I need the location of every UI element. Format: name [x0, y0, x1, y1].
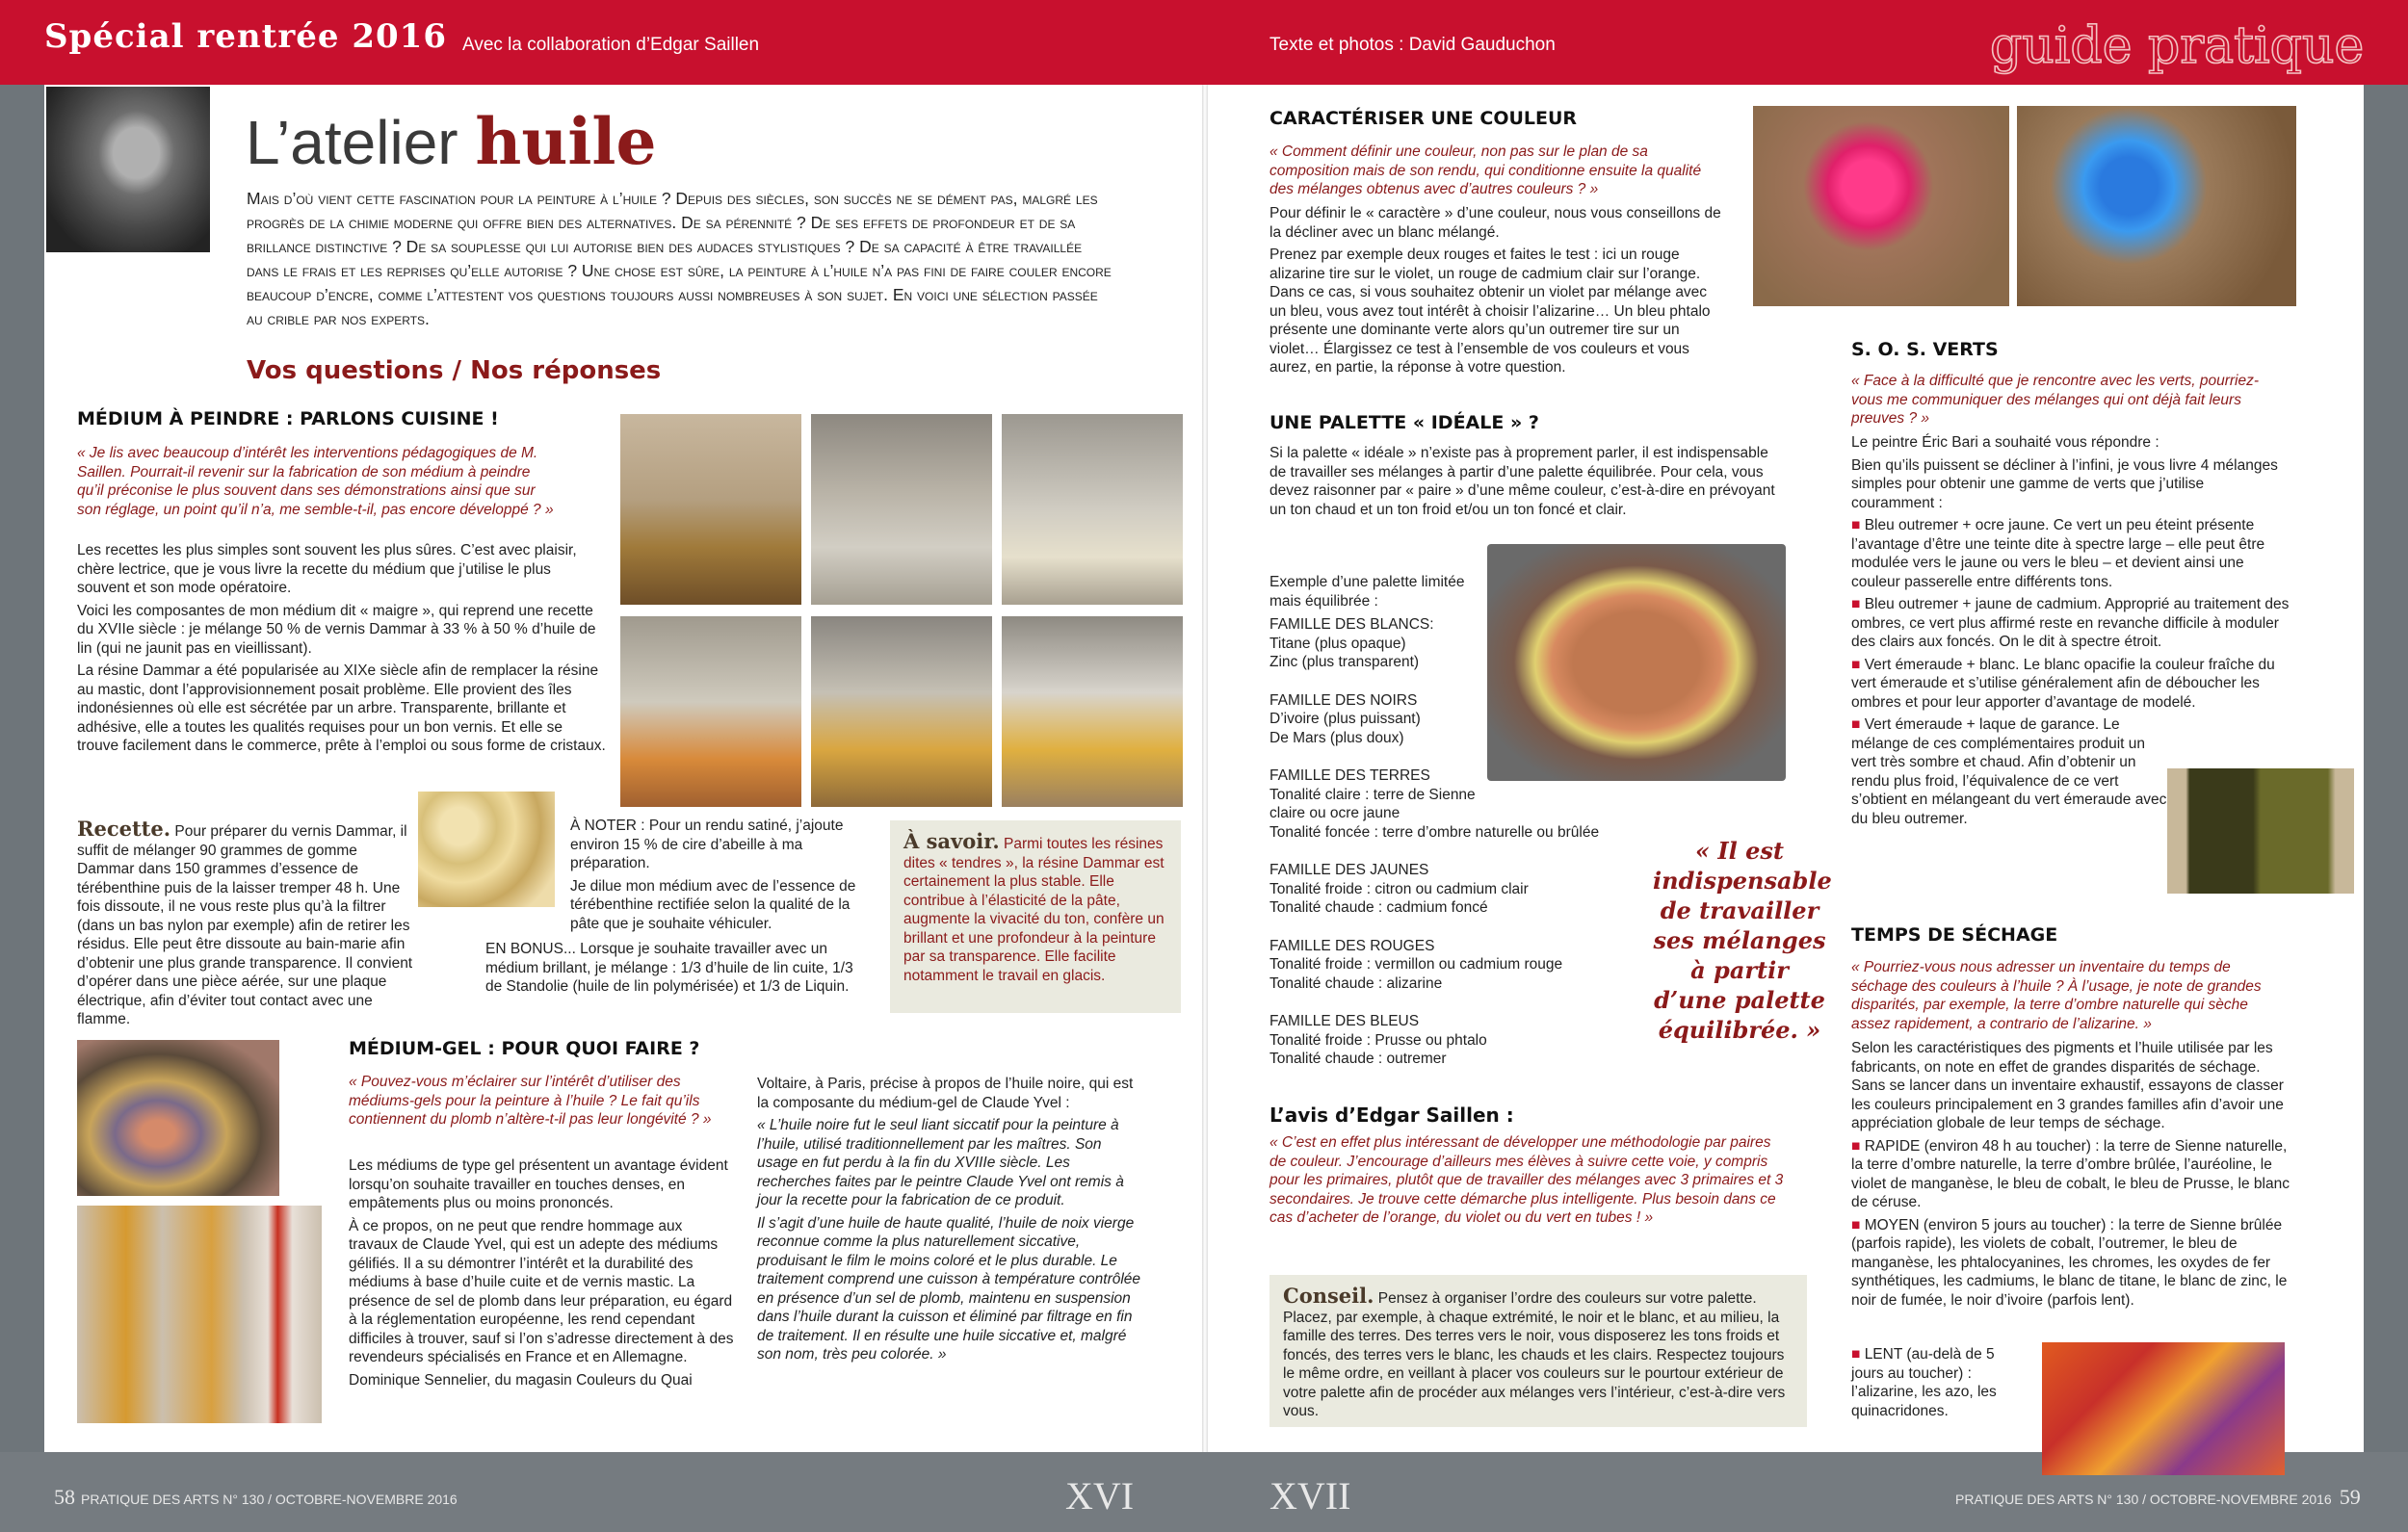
anoter-p1: À NOTER : Pour un rendu satiné, j’ajoute environ 15 % de cire d’abeille à ma préparation.	[570, 818, 844, 871]
verts-p1: Le peintre Éric Bari a souhaité vous répondre :	[1851, 434, 2159, 451]
verts-question: « Face à la difficulté que je rencontre avec les verts, pourriez-vous me communiquer des mélanges qui ont déjà fait leurs preuves ? »	[1851, 373, 2260, 427]
couleur-p1: Pour définir le « caractère » d’une couleur, nous vous conseillons de la décliner avec un blanc mélangé.	[1269, 205, 1721, 241]
sechage-lent-title: LENT (au-delà de 5 jours au toucher) :	[1851, 1346, 1995, 1382]
gel-p3: Dominique Sennelier, du magasin Couleurs du Quai	[349, 1371, 693, 1389]
sechage-question: « Pourriez-vous nous adresser un inventaire du temps de séchage des couleurs à l’huile ? À l’usage, je note de grandes disparités, par exemple, la terre d’ombre naturelle qui sèche assez rapidement, a contrario de l’alizarine. »	[1851, 959, 2262, 1032]
family-jaunes-line2: Tonalité chaude : cadmium foncé	[1269, 899, 1488, 916]
family-terres-line2: Tonalité foncée : terre d’ombre naturelle ou brûlée	[1269, 823, 1600, 841]
gel-p1: Les médiums de type gel présentent un avantage évident lorsqu’on souhaite travailler en touches denses, en empâtements plus ou moins prononcés.	[349, 1157, 728, 1211]
verts-item-4: ■ Vert émeraude + laque de garance. Le mélange de ces complémentaires produit un vert très sombre et chaud. Afin d’obtenir un rendu plus froid, l’équivalence de ce vert s’obtient en mélangeant du vert émeraude avec du bleu outremer.	[1851, 716, 2167, 827]
family-noirs-line1: D’ivoire (plus puissant)	[1269, 711, 1421, 727]
family-noirs-name: FAMILLE DES NOIRS	[1269, 691, 1418, 709]
medium-p3: La résine Dammar a été popularisée au XIXe siècle afin de remplacer la résine au mastic, dont l’approvisionnement posait problème. Elle provient des îles indonésiennes où elle est sécrétée par un arbre. Transparente, brillante et adhésive, elle a toutes les qualités requises pour un bon vernis. Et elle se trouve facilement dans le commerce, prête à l’emploi ou sous forme de cristaux.	[77, 662, 606, 754]
pull-quote: « Il est indispensable de travailler ses mélanges à partir d’une palette équilibrée. »	[1653, 837, 1832, 1044]
rubric-special: Spécial rentrée 2016	[44, 17, 447, 56]
photo-painting-closeup	[77, 1040, 279, 1196]
family-blancs-line2: Zinc (plus transparent)	[1269, 654, 1420, 670]
author-portrait-photo	[46, 87, 210, 252]
photo-flask-1	[811, 414, 992, 605]
palette-intro: Si la palette « idéale » n’existe pas à proprement parler, il est indispensable de travailler ses mélanges à partir d’une palette équilibrée. Pour cela, vous devez raisonner par « paire » d’une même couleur, c’est-à-dire en prévoyant un ton chaud et un ton froid et/ou un ton foncé et clair.	[1269, 445, 1775, 518]
verts-item-4-text: Vert émeraude + laque de garance. Le mélange de ces complémentaires produit un vert très sombre et chaud. Afin d’obtenir un rendu plus froid, l’équivalence de ce vert s’obtient en mélangeant du vert émeraude avec du bleu outremer.	[1851, 716, 2167, 827]
title-prefix: L’atelier	[246, 108, 458, 177]
medium-p2: Voici les composantes de mon médium dit « maigre », qui reprend une recette du XVIIe siècle : je mélange 50 % de vernis Dammar à 33 % à 50 % d’huile de lin (qui ne jaunit pas en vieillissant).	[77, 602, 596, 657]
gel-body-col2	[757, 1075, 1142, 1368]
gel-p4b: « L’huile noire fut le seul liant siccatif pour la peinture à l’huile, utilisé traditionnellement par les maîtres. Son usage en fut perdu à la fin du XVIIIe siècle. Les recherches faites par le peintre Claude Yvel ont remis à jour la recette pour la fabrication de ce produit.	[757, 1117, 1124, 1208]
verts-p2: Bien qu’ils puissent se décliner à l’infini, je vous livre 4 mélanges simples pour obtenir une gamme de verts que j’utilise couramment :	[1851, 456, 2278, 511]
sechage-rapide: ■ RAPIDE (environ 48 h au toucher) : la terre de Sienne naturelle, la terre d’ombre naturelle, la terre d’ombre brûlée, l’auréoline, le violet de manganèse, le bleu de cobalt, le bleu de Prusse, le blanc de céruse.	[1851, 1137, 2290, 1210]
photo-dammar-bottles	[620, 414, 801, 605]
medium-body	[77, 541, 607, 760]
couleur-heading: CARACTÉRISER UNE COULEUR	[1269, 108, 1578, 129]
recette-lead: Recette.	[77, 817, 171, 841]
palette-heading: UNE PALETTE « IDÉALE » ?	[1269, 412, 1539, 433]
roman-right: XVII	[1269, 1474, 1351, 1518]
family-terres	[1269, 766, 1645, 842]
medium-heading: MÉDIUM À PEINDRE : PARLONS CUISINE !	[77, 408, 499, 429]
magazine-line-left: PRATIQUE DES ARTS N° 130 / OCTOBRE-NOVEMBRE 2016	[81, 1492, 458, 1507]
recette-block	[77, 819, 414, 1029]
verts-item-1: ■ Bleu outremer + ocre jaune. Ce vert un peu éteint présente l’avantage d’être une teinte dite à spectre large – elle peut être modulée vers le jaune ou vers le bleu – et devient ainsi une couleur passerelle entre différents tons.	[1851, 517, 2265, 590]
rubric-guide-pratique: guide pratique	[1990, 17, 2365, 75]
verts-item-2: ■ Bleu outremer + jaune de cadmium. Approprié au traitement des ombres, ce vert plus affirmé reste en revanche difficile à moduler des clairs aux foncés. On le dit à spectre étroit.	[1851, 596, 2290, 650]
photo-dammar-crystals	[418, 792, 555, 907]
photo-green-swatches	[2167, 768, 2354, 894]
family-bleus	[1269, 1012, 1655, 1069]
verts-item-2-text: Bleu outremer + jaune de cadmium. Approprié au traitement des ombres, ce vert plus affirmé reste en revanche difficile à moduler des clairs aux foncés. On le dit à spectre étroit.	[1851, 596, 2290, 650]
family-jaunes-name: FAMILLE DES JAUNES	[1269, 862, 1429, 878]
bonus-block: EN BONUS... Lorsque je souhaite travailler avec un médium brillant, je mélange : 1/3 d’huile de lin cuite, 1/3 de Standolie (huile de lin polymérisée) et 1/3 de Liquin.	[485, 941, 853, 995]
anoter-block	[570, 817, 859, 937]
roman-left: XVI	[1065, 1474, 1135, 1518]
sechage-body	[1851, 1039, 2290, 1313]
verts-item-3-text: Vert émeraude + blanc. Le blanc opacifie la couleur fraîche du vert émeraude et s’utilise généralement afin de déboucher les ombres et pour leur apporter d’avantage de modelé.	[1851, 656, 2275, 711]
sechage-rapide-title: RAPIDE (environ 48 h au toucher) :	[1864, 1137, 2100, 1155]
family-noirs	[1269, 691, 1655, 748]
family-bleus-line2: Tonalité chaude : outremer	[1269, 1051, 1447, 1067]
family-jaunes	[1269, 861, 1655, 918]
family-blancs	[1269, 615, 1655, 672]
verts-heading: S. O. S. VERTS	[1851, 339, 1999, 360]
collaboration-credit: Avec la collaboration d’Edgar Saillen	[462, 35, 760, 55]
avis-heading: L’avis d’Edgar Saillen :	[1269, 1104, 1514, 1127]
couleur-body	[1269, 204, 1722, 381]
family-noirs-line2: De Mars (plus doux)	[1269, 729, 1404, 746]
family-rouges-line2: Tonalité chaude : alizarine	[1269, 974, 1443, 992]
sechage-moyen: ■ MOYEN (environ 5 jours au toucher) : la terre de Sienne brûlée (parfois rapide), les violets de cobalt, l’outremer, le bleu de manganèse, les phtalocyanines, les chromes, les oxydes de fer synthétiques, les cadmiums, le blanc de titane, le blanc de zinc, le noir de fumée, le noir d’ivoire (parfois lent).	[1851, 1216, 2288, 1309]
magazine-line-right: PRATIQUE DES ARTS N° 130 / OCTOBRE-NOVEMBRE 2016	[1955, 1492, 2332, 1507]
sechage-lent-text: l’alizarine, les azo, les quinacridones.	[1851, 1384, 1997, 1419]
verts-item-3: ■ Vert émeraude + blanc. Le blanc opacifie la couleur fraîche du vert émeraude et s’utilise généralement afin de déboucher les ombres et pour leur apporter d’avantage de modelé.	[1851, 656, 2275, 711]
anoter-p2: Je dilue mon médium avec de l’essence de térébenthine rectifiée selon la qualité de la pâte que je souhaite véhiculer.	[570, 877, 856, 932]
photo-flask-2	[620, 616, 801, 807]
section-heading: Vos questions / Nos réponses	[247, 356, 662, 385]
spine-gutter	[1202, 85, 1208, 1452]
medium-question: « Je lis avec beaucoup d’intérêt les interventions pédagogiques de M. Saillen. Pourrait-il revenir sur la fabrication de son médium à peindre qu’il préconise le plus souvent dans ses démonstrations ainsi que sur son réglage, un point qu’il n’a, me semble-t-il, pas encore développé ? »	[77, 445, 554, 518]
folio-right	[1955, 1485, 2361, 1510]
sechage-p1: Selon les caractéristiques des pigments et l’huile utilisée par les fabricants, on note en effet de grandes disparités de séchage. Sans se lancer dans un inventaire exhaustif, essayons de classer les couleurs principalement en 3 grandes familles afin d’avoir une appréciation globale de leur temps de séchage.	[1851, 1040, 2284, 1131]
gel-question: « Pouvez-vous m’éclairer sur l’intérêt d’utiliser des médiums-gels pour la peinture à l’huile ? Le fait qu’ils contiennent du plomb n’altère-t-il pas leur longévité ? »	[349, 1074, 712, 1128]
conseil-lead: Conseil.	[1283, 1284, 1374, 1308]
family-rouges	[1269, 937, 1655, 994]
family-bleus-name: FAMILLE DES BLEUS	[1269, 1013, 1420, 1029]
family-terres-line1: Tonalité claire : terre de Sienne claire ou ocre jaune	[1269, 786, 1476, 821]
family-bleus-line1: Tonalité froide : Prusse ou phtalo	[1269, 1031, 1487, 1049]
family-terres-name: FAMILLE DES TERRES	[1269, 767, 1430, 784]
photo-blue-tubes	[2017, 106, 2296, 306]
family-jaunes-line1: Tonalité froide : citron ou cadmium clair	[1269, 880, 1529, 897]
palette-families	[1269, 615, 1655, 1069]
family-blancs-line1: Titane (plus opaque)	[1269, 635, 1406, 652]
recette-text1: Pour préparer du vernis Dammar, il suffit de mélanger 90 grammes de gomme Dammar dans 150 grammes d’essence de térébenthine puis de la laisser tremper 48 h.	[77, 823, 407, 896]
recette-text2: Une fois dissoute, il ne vous reste plus qu’à la filtrer (dans un bas nylon par exemple) afin de retirer les résidus. Elle peut être dissoute au bain-marie afin d’obtenir une plus grande transparence. Il convient d’opérer dans une pièce aérée, sur une plaque électrique, afin d’éviter tout contact avec une flamme.	[77, 879, 413, 1027]
family-blancs-name: FAMILLE DES BLANCS:	[1269, 616, 1434, 633]
gel-p5: Il s’agit d’une huile de haute qualité, l’huile de noix vierge reconnue comme la plus naturellement siccative, produisant le film le moins coloré et le plus durable. Le traitement comprend une cuisson à température contrôlée en présence d’un sel de plomb, maintenu en suspension dans l’huile durant la cuisson et éliminé par filtrage en fin de traitement. Il en résulte une huile siccative et, malgré son nom, très peu colorée. »	[757, 1214, 1141, 1363]
couleur-question: « Comment définir une couleur, non pas sur le plan de sa composition mais de son rendu, qui conditionne ensuite la qualité des mélanges obtenus avec d’autres couleurs ? »	[1269, 143, 1702, 197]
gel-p4a: Voltaire, à Paris, précise à propos de l’huile noire, qui est la composante du médium-gel de Claude Yvel :	[757, 1076, 1134, 1111]
photo-flask-3	[811, 616, 992, 807]
sechage-moyen-text: la terre de Sienne brûlée (parfois rapide), les violets de cobalt, l’outremer, le bleu de manganèse, les phtalocyanines, les chromes, les oxydes de fer synthétiques, les cadmiums, le blanc de titane, le blanc de zinc, le noir de fumée, le noir d’ivoire (parfois lent).	[1851, 1216, 2288, 1309]
folio-left	[54, 1485, 458, 1510]
sechage-lent: ■ LENT (au-delà de 5 jours au toucher) : l’alizarine, les azo, les quinacridones.	[1851, 1346, 1997, 1419]
page-number-left: 58	[54, 1485, 75, 1509]
family-rouges-line1: Tonalité froide : vermillon ou cadmium rouge	[1269, 956, 1563, 973]
photo-impasto-painting	[2042, 1342, 2285, 1475]
asavoir-box	[890, 820, 1181, 1013]
asavoir-text: Parmi toutes les résines dites « tendres », la résine Dammar est certainement la plus stable. Elle contribue à l’élasticité de la pâte, augmente la vivacité du ton, confère un brillant et une profondeur à la peinture par sa transparence. Elle facilite notamment le travail en glacis.	[903, 836, 1165, 984]
page-number-right: 59	[2339, 1485, 2361, 1509]
title-main: huile	[475, 104, 657, 179]
medium-p1: Les recettes les plus simples sont souvent les plus sûres. C’est avec plaisir, chère lectrice, que je vous livre la recette du médium que j’utilise le plus souvent et son mode opératoire.	[77, 542, 577, 596]
gel-heading: MÉDIUM-GEL : POUR QUOI FAIRE ?	[349, 1038, 700, 1059]
verts-item-1-text: Bleu outremer + ocre jaune. Ce vert un peu éteint présente l’avantage d’être une teinte dite à spectre large – elle peut être modulée vers le jaune ou vers le bleu – et devient ainsi une couleur passerelle entre différents tons.	[1851, 517, 2265, 590]
photo-flask-mixing	[1002, 616, 1183, 807]
family-rouges-name: FAMILLE DES ROUGES	[1269, 937, 1435, 954]
avis-text: « C’est en effet plus intéressant de développer une méthodologie par paires de couleur. J’encourage d’ailleurs mes élèves à suivre cette voie, y compris pour les primaires, plutôt que de travailler des mélanges avec 3 primaires et 3 secondaires. Je trouve cette démarche plus intelligente. Plus besoin dans ce cas d’acheter de l’orange, du violet ou du vert en tubes ! »	[1269, 1134, 1784, 1226]
article-intro: Mais d’où vient cette fascination pour la peinture à l’huile ? Depuis des siècles, son succès ne se dément pas, malgré les progrès de la chimie moderne qui offre bien des alternatives. De sa pérennité ? De ses effets de profondeur et de sa brillance distinctive ? De sa souplesse qui lui autorise bien des audaces stylistiques ? De sa capacité à être travaillée dans le frais et les reprises qu’elle autorise ? Une chose est sûre, la peinture à l’huile n’a pas fini de faire couler encore beaucoup d’encre, comme l’attestent vos questions toujours aussi nombreuses à son sujet. En voici une sélection passée au crible par nos experts.	[247, 189, 1112, 328]
gel-p2: À ce propos, on ne peut que rendre hommage aux travaux de Claude Yvel, qui est un adepte des médiums gélifiés. Il a su démontrer l’intérêt et la durabilité des médiums à base d’huile cuite et de vernis mastic. La présence de sel de plomb dans leur préparation, eu égard à la réglementation européenne, les rend cependant difficiles à trouver, sauf si l’on s’adresse directement à des revendeurs spécialisés en France et en Allemagne.	[349, 1217, 734, 1365]
article-title	[246, 104, 656, 179]
text-photo-credit: Texte et photos : David Gauduchon	[1269, 35, 1556, 55]
palette-example: Exemple d’une palette limitée mais équilibrée :	[1269, 574, 1465, 610]
couleur-p2: Prenez par exemple deux rouges et faites le test : ici un rouge alizarine tire sur le violet, un rouge de cadmium clair sur l’orange. Dans ce cas, si vous souhaitez obtenir un violet par mélange avec un bleu, vous avez tout intérêt à choisir l’alizarine… Un bleu phtalo présente une dominante verte alors qu’un outremer tire sur un violet… Élargissez ce test à l’ensemble de vos couleurs et vous aurez, en partie, la réponse à votre question.	[1269, 247, 1711, 376]
sechage-rapide-text: la terre de Sienne naturelle, la terre d’ombre naturelle, la terre d’ombre brûlée, l’auréoline, le violet de manganèse, le bleu de cobalt, le bleu de Prusse, le blanc de céruse.	[1851, 1137, 2290, 1210]
conseil-text: Pensez à organiser l’ordre des couleurs sur votre palette. Placez, par exemple, à chaque extrémité, le noir et le blanc, et au milieu, la famille des terres. Des terres vers le noir, vous disposerez les tons froids et foncés, des terres vers le blanc, les chauds et les clairs. Respectez toujours le même ordre, en veillant à placer vos couleurs sur le pourtour extérieur de votre palette afin de procéder aux mélanges vers l’intérieur, c’est-à-dire vers vous.	[1283, 1290, 1786, 1419]
photo-gel-bottles	[77, 1206, 322, 1423]
photo-red-tubes	[1753, 106, 2009, 306]
sechage-moyen-title: MOYEN (environ 5 jours au toucher) :	[1864, 1216, 2114, 1233]
gel-body-col1	[349, 1156, 734, 1393]
photo-flask-pouring	[1002, 414, 1183, 605]
conseil-box	[1269, 1275, 1807, 1427]
sechage-heading: TEMPS DE SÉCHAGE	[1851, 924, 2058, 946]
asavoir-lead: À savoir.	[903, 829, 1000, 853]
